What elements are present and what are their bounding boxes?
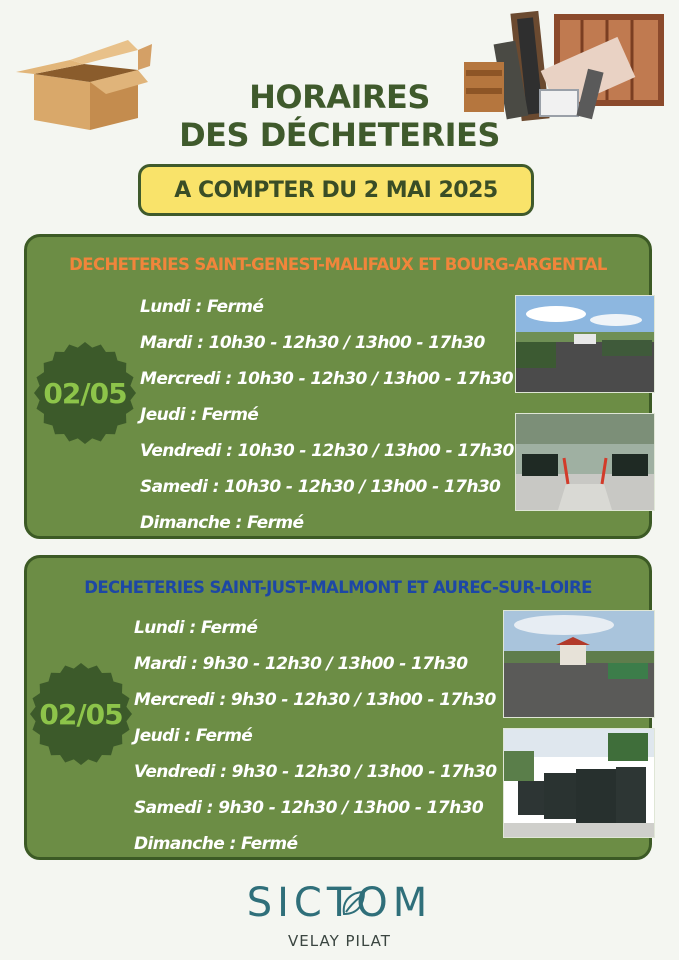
date-badge	[33, 341, 137, 445]
schedule-row-samedi: Samedi : 9h30 - 12h30 / 13h00 - 17h30	[134, 798, 484, 818]
site-photo	[503, 610, 655, 718]
section-title: DECHETERIES SAINT-JUST-MALMONT ET AUREC-SUR-LOIRE	[84, 578, 592, 597]
schedule-row-mardi: Mardi : 10h30 - 12h30 / 13h00 - 17h30	[140, 333, 485, 353]
schedule-row-mercredi: Mercredi : 9h30 - 12h30 / 13h00 - 17h30	[134, 690, 496, 710]
date-banner: A COMPTER DU 2 MAI 2025	[138, 164, 534, 216]
schedule-row-lundi: Lundi : Fermé	[140, 297, 264, 317]
schedule-row-dimanche: Dimanche : Fermé	[134, 834, 298, 854]
site-photo	[515, 295, 655, 393]
leaf-icon	[340, 888, 368, 918]
schedule-row-vendredi: Vendredi : 10h30 - 12h30 / 13h00 - 17h30	[140, 441, 514, 461]
schedule-row-vendredi: Vendredi : 9h30 - 12h30 / 13h00 - 17h30	[134, 762, 497, 782]
page-title-line2: DES DÉCHETERIES	[179, 116, 500, 154]
sictom-logo: SICTOM	[246, 880, 433, 926]
page-title-line1: HORAIRES	[249, 78, 430, 116]
schedule-row-dimanche: Dimanche : Fermé	[140, 513, 304, 533]
schedule-card-saint-just	[24, 555, 652, 860]
date-badge	[29, 662, 133, 766]
site-photo	[503, 728, 655, 838]
site-photo	[515, 413, 655, 511]
schedule-card-saint-genest	[24, 234, 652, 539]
section-title: DECHETERIES SAINT-GENEST-MALIFAUX ET BOURG-ARGENTAL	[69, 255, 607, 274]
schedule-list	[134, 610, 497, 862]
schedule-row-lundi: Lundi : Fermé	[134, 618, 258, 638]
schedule-row-samedi: Samedi : 10h30 - 12h30 / 13h00 - 17h30	[140, 477, 501, 497]
schedule-row-jeudi: Jeudi : Fermé	[140, 405, 259, 425]
logo-subtitle: VELAY PILAT	[288, 932, 391, 950]
schedule-row-jeudi: Jeudi : Fermé	[134, 726, 253, 746]
badge-date: 02/05	[43, 376, 127, 410]
badge-date: 02/05	[39, 697, 123, 731]
schedule-row-mardi: Mardi : 9h30 - 12h30 / 13h00 - 17h30	[134, 654, 468, 674]
schedule-list	[140, 289, 514, 541]
schedule-row-mercredi: Mercredi : 10h30 - 12h30 / 13h00 - 17h30	[140, 369, 513, 389]
